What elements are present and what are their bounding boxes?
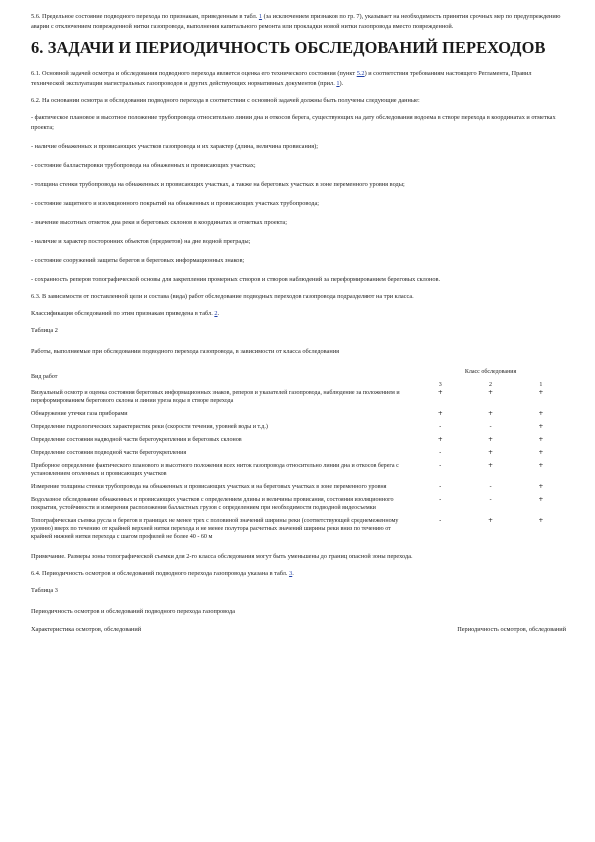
classification-paragraph: [31, 309, 566, 319]
class-mark: +: [538, 410, 544, 417]
work-description: Определение состояния надводной части берегоукрепления и береговых склонов: [31, 437, 242, 443]
work-description: Обнаружение утечки газа приборами: [31, 411, 128, 417]
table-header-row: [31, 368, 566, 381]
class-mark: +: [488, 389, 494, 396]
class-mark: +: [538, 483, 544, 490]
bullet-item: - фактическое плановое и высотное положение трубопровода относительно линии дна и откосов берега, существующих на дату обследования водоема в створе перехода в координатах и отметках проекта;: [31, 114, 556, 131]
class-mark: +: [538, 517, 544, 524]
works-table: [31, 368, 566, 546]
paragraph-6-1-text-end: ).: [339, 80, 344, 87]
table-3-caption: Периодичность осмотров и обследований подводного перехода газопровода: [31, 608, 236, 615]
work-description: Водолазное обследование обнаженных и провисающих участков с определением длины и величины провисания, состояния изоляционного покрытия, устойчивости и измерения расположения балластных грузов с определением при необходимости подводной видеосъемки: [31, 497, 394, 511]
bullet-item: - состояние сооружений защиты берегов и береговых информационных знаков;: [31, 257, 245, 264]
table-3-link[interactable]: 3: [289, 570, 293, 577]
table-3-label: Таблица 3: [31, 587, 58, 594]
paragraph-5-6-text: 5.6. Предельное состояние подводного перехода по признакам, приведенным в табл.: [31, 13, 259, 20]
paragraph-6-4: [31, 569, 566, 579]
class-mark: -: [489, 496, 492, 503]
classification-text: Классификация обследований по этим признакам приведена в табл.: [31, 310, 215, 317]
bullet-item: - сохранность реперов топографической основы для закрепления промерных створов и створов наблюдений за переформированием береговых склонов.: [31, 276, 441, 283]
bullet-item: - состояние балластировки трубопровода на обнаженных и провисающих участках;: [31, 162, 256, 169]
bullet-item: - наличие обнаженных и провисающих участков газопровода и их характер (длина, величина провисания);: [31, 143, 318, 150]
class-mark: +: [538, 423, 544, 430]
table-1-link[interactable]: 1: [258, 13, 263, 20]
paragraph-6-4-text-end: .: [292, 570, 294, 577]
class-mark: +: [488, 462, 494, 469]
table-row: [31, 389, 566, 410]
bullet-item: - наличие и характер посторонних объектов (предметов) на дне водной преграды;: [31, 238, 251, 245]
table-3-col-right: Периодичность осмотров, обследований: [457, 626, 566, 633]
class-mark: -: [439, 517, 442, 524]
paragraph-6-1-text: 6.1. Основной задачей осмотра и обследования подводного перехода является оценка его технического состояния (пункт: [31, 70, 357, 77]
class-number: 1: [539, 382, 543, 388]
class-mark: +: [437, 389, 443, 396]
work-description: Измерение толщины стенки трубопровода на обнаженных и провисающих участках и на береговых участках в зоне переменного уровня: [31, 484, 387, 490]
paragraph-6-1: [31, 69, 566, 89]
class-mark: -: [489, 483, 492, 490]
class-mark: -: [489, 423, 492, 430]
table-2-label: Таблица 2: [31, 327, 58, 334]
table-2-link[interactable]: 2: [214, 310, 218, 317]
work-description: Визуальный осмотр и оценка состояния береговых информационных знаков, реперов и указателей газопровода, наблюдение за положением и переформированием берегового склона и линии уреза воды в створе перехода: [31, 390, 400, 404]
class-mark: +: [437, 436, 443, 443]
point-5-2-link[interactable]: 5.2: [356, 70, 365, 77]
table-2-caption: Работы, выполняемые при обследовании подводного перехода газопровода, в зависимости от класса обследования: [31, 348, 339, 355]
class-mark: -: [439, 483, 442, 490]
table-row: [31, 517, 566, 546]
section-heading: 6. ЗАДАЧИ И ПЕРИОДИЧНОСТЬ ОБСЛЕДОВАНИЙ ПЕРЕХОДОВ: [31, 38, 546, 57]
paragraph-5-6: [31, 12, 566, 32]
header-class: Класс обследования: [464, 369, 517, 375]
table-row: [31, 483, 566, 496]
class-mark: -: [439, 423, 442, 430]
bullet-item: - состояние защитного и изоляционного покрытий на обнаженных и провисающих участках трубопровода;: [31, 200, 320, 207]
table-row: [31, 496, 566, 517]
class-mark: +: [538, 496, 544, 503]
classification-text-end: .: [217, 310, 220, 317]
class-mark: +: [488, 410, 494, 417]
class-number: 3: [438, 382, 442, 388]
table-row: [31, 423, 566, 436]
bullet-item: - значение высотных отметок дна реки и береговых склонов в координатах и отметках проекта;: [31, 219, 287, 226]
work-description: Топографическая съемка русла и берегов в границах не менее трех с половиной значений ширины реки (соответствующей среднемеженному уровню) вверх по течению от крайней верхней нитки перехода и не менее полутора расчетных значений ширины реки вниз по течению от крайней нижней нитки перехода с шагом профилей не более 40 - 60 м: [31, 518, 399, 540]
class-mark: +: [538, 462, 544, 469]
table-3-header: [31, 626, 566, 633]
class-mark: +: [488, 436, 494, 443]
paragraph-6-4-text: 6.4. Периодичность осмотров и обследований подводного перехода газопровода указана в табл.: [31, 570, 290, 577]
header-work-type: Вид работ: [31, 374, 58, 380]
table-row: [31, 436, 566, 449]
work-description: Определение гидрологических характеристик реки (скорости течения, уровней воды и т.д.): [31, 424, 268, 430]
class-mark: +: [488, 449, 494, 456]
class-mark: +: [538, 436, 544, 443]
class-mark: +: [538, 389, 544, 396]
table-note: Примечание. Размеры зоны топографической съемки для 2-го класса обследования могут быть уменьшены до границ опасной зоны перехода.: [31, 553, 413, 560]
class-mark: +: [488, 517, 494, 524]
document-page: [31, 12, 566, 633]
table-row: [31, 410, 566, 423]
class-mark: +: [538, 449, 544, 456]
paragraph-6-3: 6.3. В зависимости от поставленной цели и состава (вида) работ обследование подводных переходов газопровода подразделяют на три класса.: [31, 293, 414, 300]
table-3-col-left: Характеристика осмотров, обследований: [31, 626, 142, 633]
class-mark: -: [439, 462, 442, 469]
paragraph-6-2: 6.2. На основании осмотра и обследования подводного перехода в соответствии с основной задачей должны быть получены следующие данные:: [31, 97, 420, 104]
paragraph-5-6-text-end: (за исключением признаков по гр. 7), указывает на необходимость принятия срочных мер по предупреждению аварии с отключением поврежденной нитки газопровода, выполнения капитального ремонта или прокладки новой нитки газопровода вместо поврежденной.: [31, 13, 561, 30]
appendix-1-link[interactable]: 1: [336, 80, 340, 87]
work-description: Приборное определение фактического планового и высотного положения всех ниток газопровода относительно линии дна и откосов берега с установлением оголенных и провисающих участков: [31, 463, 399, 477]
work-description: Определение состояния подводной части берегоукрепления: [31, 450, 187, 456]
table-header-numbers: [31, 381, 566, 389]
class-mark: -: [439, 449, 442, 456]
paragraph-6-1-text-mid: ) и соответствия требованиям настоящего Регламента, Правил технической эксплуатации магистральных газопроводов и других действующих нормативных документов (прил.: [31, 70, 532, 87]
table-row: [31, 462, 566, 483]
table-row: [31, 449, 566, 462]
class-mark: +: [437, 410, 443, 417]
class-mark: -: [439, 496, 442, 503]
class-number: 2: [489, 382, 493, 388]
bullet-item: - толщина стенки трубопровода на обнаженных и провисающих участках, а также на береговых участках в зоне переменного уровня воды;: [31, 181, 405, 188]
